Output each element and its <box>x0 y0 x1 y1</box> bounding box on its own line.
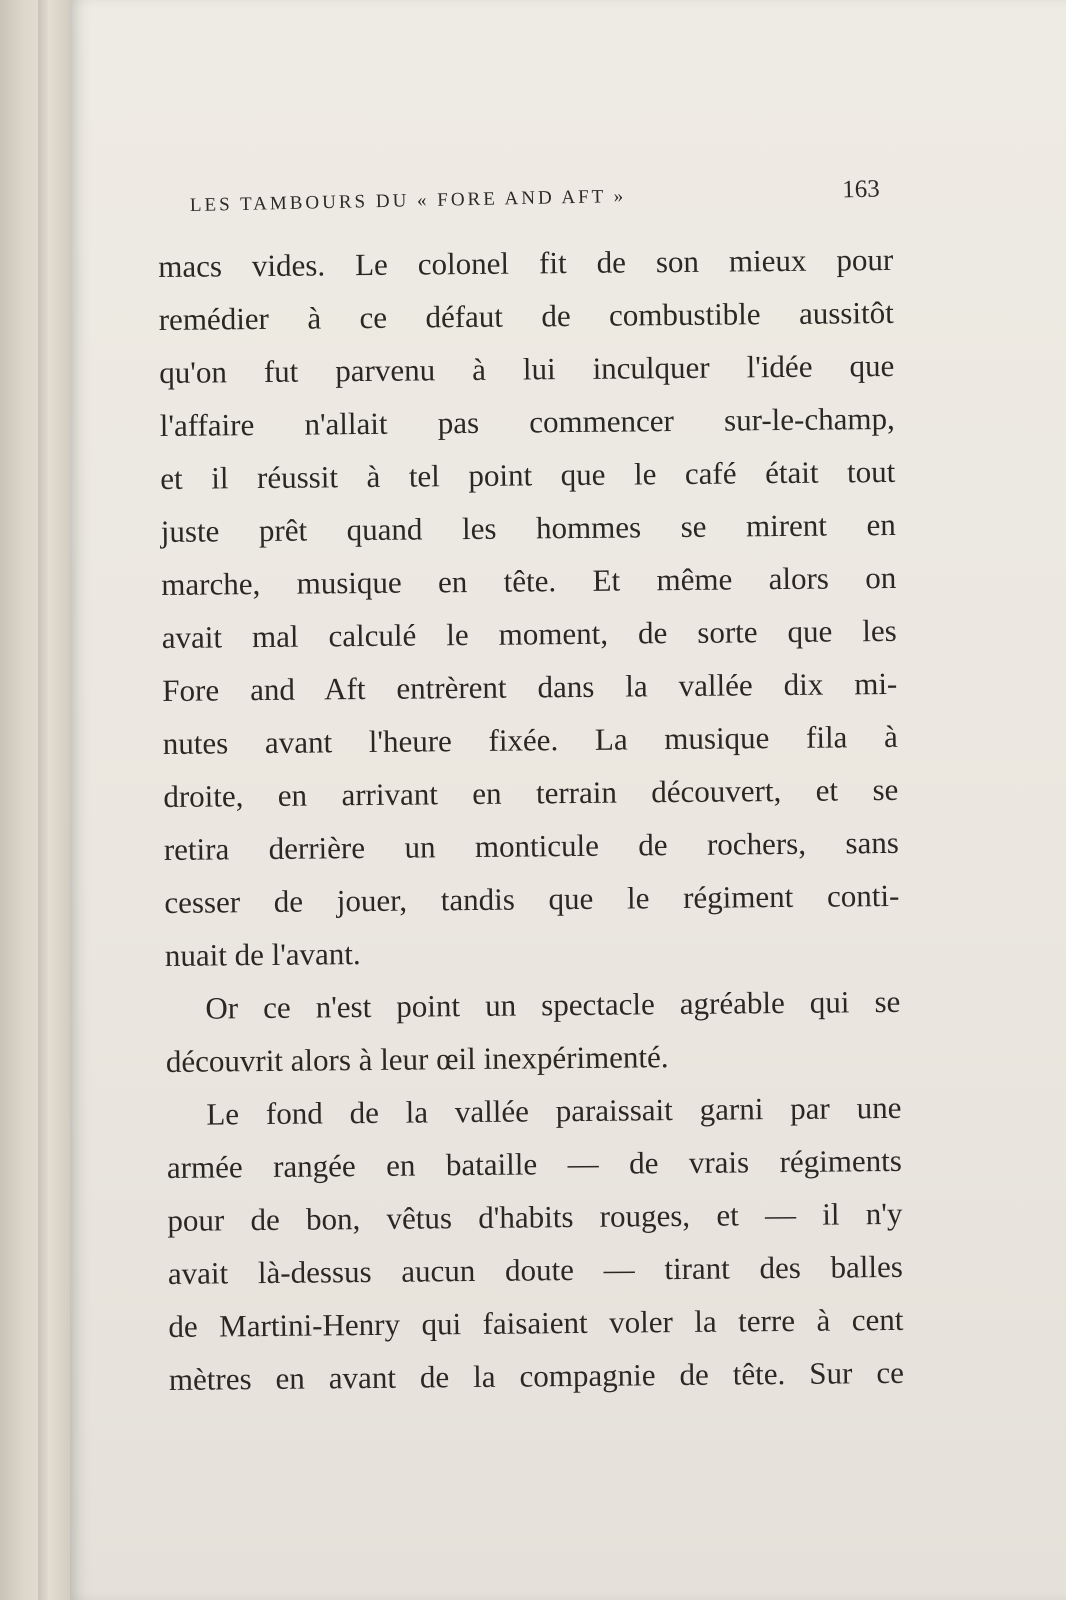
text-line: avait mal calculé le moment, de sorte que les <box>161 612 897 655</box>
text-line: marche, musique en tête. Et même alors on <box>161 559 897 602</box>
text-line: découvrit alors à leur œil inexpérimenté. <box>165 1039 669 1079</box>
text-line: pour de bon, vêtus d'habits rouges, et — il n'y <box>167 1195 903 1238</box>
running-head-title: LES TAMBOURS DU « FORE AND AFT » <box>189 185 627 216</box>
text-line: de Martini-Henry qui faisaient voler la terre à cent <box>168 1301 904 1344</box>
text-line: retira derrière un monticule de rochers, sans <box>163 824 899 867</box>
text-line: l'affaire n'allait pas commencer sur-le-champ, <box>159 400 895 443</box>
text-line: qu'on fut parvenu à lui inculquer l'idée que <box>159 347 895 390</box>
page-number: 163 <box>841 175 880 204</box>
text-line: mètres en avant de la compagnie de tête. Sur ce <box>168 1354 905 1397</box>
text-line: remédier à ce défaut de combustible aussitôt <box>158 294 894 337</box>
text-line: Or ce n'est point un spectacle agréable qui se <box>205 983 901 1026</box>
text-line: juste prêt quand les hommes se mirent en <box>160 506 896 549</box>
book-gutter-shadow <box>38 0 48 1600</box>
text-line: nuait de l'avant. <box>164 936 361 973</box>
text-line: cesser de jouer, tandis que le régiment conti- <box>164 877 900 920</box>
facing-page-edge <box>0 0 70 1600</box>
text-line: droite, en arrivant en terrain découvert, et se <box>163 771 899 814</box>
text-line: avait là-dessus aucun doute — tirant des balles <box>167 1248 904 1291</box>
text-line: armée rangée en bataille — de vrais régiments <box>166 1142 903 1185</box>
text-line: macs vides. Le colonel fit de son mieux pour <box>158 241 894 284</box>
text-line: Fore and Aft entrèrent dans la vallée dix mi- <box>162 665 898 708</box>
text-line: nutes avant l'heure fixée. La musique fila à <box>162 718 898 761</box>
text-line: et il réussit à tel point que le café était tout <box>160 453 896 496</box>
body-text <box>158 233 904 1406</box>
text-line: Le fond de la vallée paraissait garni par une <box>206 1089 902 1132</box>
